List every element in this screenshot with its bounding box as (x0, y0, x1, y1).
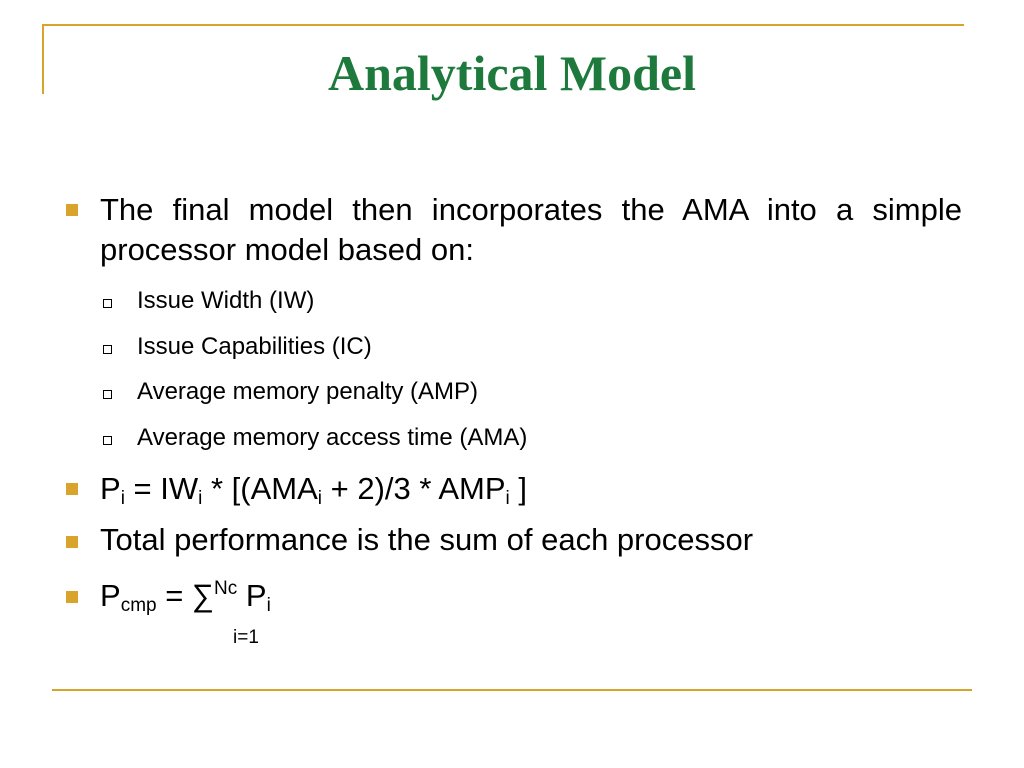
sub-item-average-memory-penalty: Average memory penalty (AMP) (137, 378, 479, 405)
formula-pcmp: $P_{cmp} = \sum^{Nc}$ $P_i$ (100, 578, 271, 616)
sum-lower-limit: i=1 (233, 627, 259, 648)
sub-bullet-square-icon (103, 299, 112, 308)
frame-bottom-line (52, 689, 972, 691)
slide-title: Analytical Model (327, 45, 697, 101)
sub-bullet-square-icon (103, 390, 112, 399)
sub-item-average-memory-access-time: Average memory access time (AMA) (137, 424, 528, 451)
sub-bullet-square-icon (103, 436, 112, 445)
frame-top-line (42, 24, 964, 26)
bullet-square-icon (66, 591, 78, 603)
bullet-intro: The final model then incorporates the AMA into a simple processor model based on: (100, 192, 962, 267)
sub-bullet-square-icon (103, 345, 112, 354)
sub-item-issue-width: Issue Width (IW) (137, 287, 315, 314)
bullet-square-icon (66, 204, 78, 216)
bullet-square-icon (66, 536, 78, 548)
sub-item-issue-capabilities: Issue Capabilities (IC) (137, 333, 372, 360)
bullet-square-icon (66, 483, 78, 495)
bullet-total-performance: Total performance is the sum of each processor (100, 522, 754, 557)
formula-pi: $P_i = IW_i * [(AMA_i + 2)/3 * AMP_i$ ] (100, 471, 527, 509)
